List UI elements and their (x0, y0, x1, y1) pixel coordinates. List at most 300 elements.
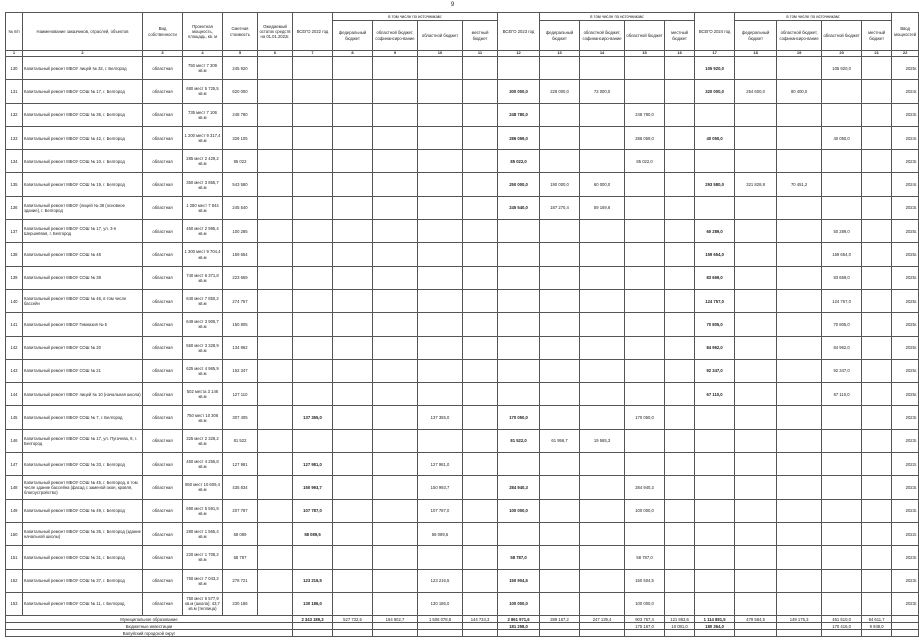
regional-cofin-2022 (373, 569, 418, 592)
regional-2024 (822, 173, 862, 196)
object-name: Капитальный ремонт МБОУ СОШ № 17, г. Белгород (23, 80, 143, 103)
ownership: областная (143, 150, 183, 173)
totals-local-2023: 121 863,6 (665, 616, 695, 623)
local-2023 (665, 313, 695, 336)
header-regional-2024: областной бюджет (822, 21, 862, 51)
federal-2022 (333, 476, 373, 499)
total-2023 (498, 313, 540, 336)
header-name: Наименование заказчиков, отраслей, объектов (23, 13, 143, 51)
regional-2024: 159 654,0 (822, 243, 862, 266)
table-row (6, 196, 919, 219)
ownership: областная (143, 243, 183, 266)
local-2023 (665, 266, 695, 289)
regional-cofin-2024 (777, 522, 822, 545)
total-2024: 84 962,0 (695, 336, 735, 359)
object-name: Капитальный ремонт МБОУ (лицей № 38 (основное здание), г. Белгород (23, 196, 143, 219)
total-2022: 127 981,0 (293, 453, 333, 476)
header-local-2022: местный бюджет (463, 21, 498, 51)
table-row (6, 569, 919, 592)
regional-2023 (625, 359, 665, 382)
remaining-funds (258, 220, 293, 243)
regional-cofin-2024 (777, 359, 822, 382)
local-2022 (463, 499, 498, 522)
row-number: 141 (6, 313, 23, 336)
regional-2023: 100 000,0 (625, 592, 665, 615)
commissioning-year: 2023г. (892, 150, 919, 173)
header-regional-cofin-2023: областной бюджет, софинансиро-вание (580, 21, 625, 51)
local-2023 (665, 522, 695, 545)
regional-2024: 50 289,0 (822, 220, 862, 243)
local-2023 (665, 406, 695, 429)
regional-cofin-2024 (777, 499, 822, 522)
total-2024: 293 580,0 (695, 173, 735, 196)
column-number: 19 (777, 51, 822, 57)
table-row (6, 103, 919, 126)
federal-2023 (540, 266, 580, 289)
regional-2022 (418, 546, 463, 569)
local-2022 (463, 266, 498, 289)
capacity: 625 мест 4 965,9 кв.м (183, 359, 223, 382)
regional-2023: 284 940,3 (625, 476, 665, 499)
regional-2022 (418, 57, 463, 80)
column-number: 14 (580, 51, 625, 57)
totals-total-2023: 2 861 971,6 (498, 616, 540, 623)
object-name: Капитальный ремонт МБОУ лицей № 10 (начальная школа) (23, 383, 143, 406)
totals-label: Бюджетные инвестиции (6, 623, 293, 630)
total-2022 (293, 336, 333, 359)
totals-local-2023 (665, 630, 695, 637)
regional-2024 (822, 499, 862, 522)
ownership: областная (143, 289, 183, 312)
regional-2023 (625, 80, 665, 103)
ownership: областная (143, 103, 183, 126)
remaining-funds (258, 126, 293, 149)
row-number: 138 (6, 243, 23, 266)
capacity: 450 мест 4 255,8 кв.м (183, 453, 223, 476)
ownership: областная (143, 406, 183, 429)
local-2022 (463, 453, 498, 476)
commissioning-year: 2022г. (892, 453, 919, 476)
object-name: Капитальный ремонт МБОУ СОШ № 42, г. Белгород (23, 126, 143, 149)
remaining-funds (258, 522, 293, 545)
totals-regional-2022: 1 506 078,8 (418, 616, 463, 623)
regional-cofin-2024: 70 451,2 (777, 173, 822, 196)
total-2024: 40 050,0 (695, 126, 735, 149)
regional-cofin-2023 (580, 220, 625, 243)
column-number: 9 (373, 51, 418, 57)
regional-2024 (822, 80, 862, 103)
regional-cofin-2023 (580, 453, 625, 476)
local-2022 (463, 103, 498, 126)
totals-total-2024: 180 364,0 (695, 623, 735, 630)
regional-cofin-2023: 60 000,0 (580, 173, 625, 196)
remaining-funds (258, 406, 293, 429)
capacity: 680 мест 5 725,5 кв.м (183, 80, 223, 103)
regional-2022 (418, 196, 463, 219)
column-number: 11 (463, 51, 498, 57)
ownership: областная (143, 429, 183, 452)
header-local-2023: местный бюджет (665, 21, 695, 51)
remaining-funds (258, 80, 293, 103)
local-2022 (463, 243, 498, 266)
federal-2024 (735, 220, 777, 243)
totals-regional-cofin-2023: 247 139,4 (580, 616, 625, 623)
capacity: 350 мест 3 855,7 кв.м (183, 173, 223, 196)
federal-2022 (333, 196, 373, 219)
local-2022 (463, 429, 498, 452)
regional-2023: 85 022,0 (625, 150, 665, 173)
total-2024: 124 757,0 (695, 289, 735, 312)
capacity: 740 мест 6 371,8 кв.м (183, 266, 223, 289)
totals-label: Валуйский городской округ (6, 630, 293, 637)
local-2022 (463, 126, 498, 149)
regional-cofin-2024 (777, 150, 822, 173)
federal-2024 (735, 383, 777, 406)
total-2022 (293, 150, 333, 173)
local-2024 (862, 289, 892, 312)
local-2022 (463, 592, 498, 615)
local-2023 (665, 569, 695, 592)
regional-2024: 92 347,0 (822, 359, 862, 382)
row-number: 143 (6, 359, 23, 382)
local-2022 (463, 406, 498, 429)
local-2023 (665, 383, 695, 406)
estimated-cost: 274 757 (223, 289, 258, 312)
regional-cofin-2024 (777, 429, 822, 452)
local-2024 (862, 57, 892, 80)
federal-2024 (735, 476, 777, 499)
table-row (6, 499, 919, 522)
totals-regional-cofin-2024 (777, 623, 822, 630)
header-sources-2022: в том числе по источникам: (333, 13, 498, 21)
regional-cofin-2022 (373, 546, 418, 569)
object-name: Капитальный ремонт МБОУ СОШ № 39 (23, 266, 143, 289)
totals-federal-2024: 479 584,5 (735, 616, 777, 623)
header-estimated-cost: Сметная стоимость (223, 13, 258, 51)
capacity: 1 200 мест 9 317,4 кв.м (183, 126, 223, 149)
column-number: 4 (183, 51, 223, 57)
commissioning-year: 2025г. (892, 313, 919, 336)
total-2023: 100 000,0 (498, 499, 540, 522)
total-2024: 67 110,0 (695, 383, 735, 406)
row-number: 131 (6, 80, 23, 103)
regional-cofin-2022 (373, 453, 418, 476)
total-2023: 250 000,0 (498, 173, 540, 196)
remaining-funds (258, 57, 293, 80)
local-2024 (862, 80, 892, 103)
regional-cofin-2022 (373, 429, 418, 452)
total-2023 (498, 359, 540, 382)
estimated-cost: 207 787 (223, 499, 258, 522)
regional-2024 (822, 522, 862, 545)
capacity: 735 мест 7 106 кв.м (183, 103, 223, 126)
object-name: Капитальный ремонт МБОУ СОШ № 11, г. Белгород (23, 592, 143, 615)
totals-total-2024: 1 114 881,5 (695, 616, 735, 623)
regional-2024 (822, 103, 862, 126)
column-number: 2 (23, 51, 143, 57)
row-number: 135 (6, 173, 23, 196)
regional-2024: 84 962,0 (822, 336, 862, 359)
federal-2023: 228 000,0 (540, 80, 580, 103)
table-row (6, 313, 919, 336)
remaining-funds (258, 476, 293, 499)
object-name: Капитальный ремонт МБОУ СОШ № 21 (23, 359, 143, 382)
total-2024: 105 920,0 (695, 57, 735, 80)
column-number: 8 (333, 51, 373, 57)
total-2022 (293, 313, 333, 336)
capacity: 640 мест 7 850,2 кв.м (183, 289, 223, 312)
federal-2022 (333, 336, 373, 359)
ownership: областная (143, 592, 183, 615)
investment-table (5, 12, 919, 637)
local-2023 (665, 150, 695, 173)
commissioning-year: 2024г. (892, 126, 919, 149)
regional-cofin-2022 (373, 313, 418, 336)
estimated-cost: 248 780 (223, 103, 258, 126)
table-body (6, 57, 919, 637)
federal-2022 (333, 406, 373, 429)
regional-cofin-2023 (580, 243, 625, 266)
regional-cofin-2023 (580, 103, 625, 126)
regional-2024 (822, 453, 862, 476)
totals-federal-2024 (735, 623, 777, 630)
column-number: 12 (498, 51, 540, 57)
totals-regional-cofin-2023 (580, 630, 625, 637)
federal-2023 (540, 126, 580, 149)
regional-cofin-2022 (373, 220, 418, 243)
totals-regional-2022 (418, 623, 463, 630)
local-2024 (862, 243, 892, 266)
total-2023 (498, 57, 540, 80)
totals-regional-2023: 175 167,0 (625, 623, 665, 630)
ownership: областная (143, 266, 183, 289)
estimated-cost: 326 105 (223, 126, 258, 149)
local-2024 (862, 383, 892, 406)
federal-2024 (735, 499, 777, 522)
federal-2022 (333, 220, 373, 243)
local-2022 (463, 359, 498, 382)
regional-cofin-2024 (777, 126, 822, 149)
regional-2023 (625, 336, 665, 359)
totals-regional-2022 (418, 630, 463, 637)
regional-2022 (418, 289, 463, 312)
local-2024 (862, 196, 892, 219)
remaining-funds (258, 453, 293, 476)
federal-2024 (735, 336, 777, 359)
regional-cofin-2024 (777, 196, 822, 219)
local-2024 (862, 499, 892, 522)
table-row (6, 220, 919, 243)
regional-cofin-2023 (580, 313, 625, 336)
total-2023: 81 522,0 (498, 429, 540, 452)
row-number: 134 (6, 150, 23, 173)
totals-total-2024 (695, 630, 735, 637)
federal-2024 (735, 592, 777, 615)
totals-regional-cofin-2024 (777, 630, 822, 637)
header-total-2022: ВСЕГО 2022 год (293, 13, 333, 51)
regional-cofin-2022 (373, 103, 418, 126)
commissioning-year: 2025г. (892, 383, 919, 406)
regional-cofin-2024 (777, 383, 822, 406)
header-remaining: Ожидаемый остаток средств на 01.01.2022г. (258, 13, 293, 51)
total-2023: 85 022,0 (498, 150, 540, 173)
regional-2023 (625, 453, 665, 476)
federal-2023 (540, 546, 580, 569)
regional-2023 (625, 243, 665, 266)
regional-2022 (418, 126, 463, 149)
row-number: 148 (6, 476, 23, 499)
total-2024: 159 654,0 (695, 243, 735, 266)
regional-cofin-2024 (777, 243, 822, 266)
row-number: 150 (6, 522, 23, 545)
regional-2023: 170 050,0 (625, 406, 665, 429)
total-2022 (293, 359, 333, 382)
regional-2022 (418, 429, 463, 452)
object-name: Капитальный ремонт МБОУ лицей № 32, г. Белгород (23, 57, 143, 80)
capacity: 280 мест 1 565,4 кв.м (183, 522, 223, 545)
ownership: областная (143, 359, 183, 382)
federal-2024 (735, 569, 777, 592)
local-2024 (862, 429, 892, 452)
table-row (6, 243, 919, 266)
regional-2023 (625, 313, 665, 336)
object-name: Капитальный ремонт МБОУ СОШ № 20 (23, 336, 143, 359)
local-2022 (463, 196, 498, 219)
ownership: областная (143, 126, 183, 149)
regional-2022 (418, 266, 463, 289)
federal-2023: 190 000,0 (540, 173, 580, 196)
estimated-cost: 127 981 (223, 453, 258, 476)
federal-2022 (333, 499, 373, 522)
regional-2024: 67 110,0 (822, 383, 862, 406)
totals-total-2023: 181 258,0 (498, 623, 540, 630)
regional-cofin-2023 (580, 406, 625, 429)
estimated-cost: 543 580 (223, 173, 258, 196)
object-name: Капитальный ремонт МБОУ СОШ № 17, ул. 3-я Шершнёвая, г. Белгород (23, 220, 143, 243)
estimated-cost: 58 089 (223, 522, 258, 545)
column-number: 13 (540, 51, 580, 57)
capacity: 750 мест 7 309 кв.м (183, 57, 223, 80)
total-2023 (498, 289, 540, 312)
totals-local-2022 (463, 630, 498, 637)
local-2024 (862, 103, 892, 126)
capacity: 220 мест 1 708,2 кв.м (183, 546, 223, 569)
object-name: Капитальный ремонт МБОУ СОШ № 19, г. Белгород (23, 173, 143, 196)
total-2023: 245 540,0 (498, 196, 540, 219)
regional-cofin-2023 (580, 383, 625, 406)
local-2024 (862, 220, 892, 243)
table-row (6, 359, 919, 382)
estimated-cost: 278 721 (223, 569, 258, 592)
total-2022 (293, 220, 333, 243)
ownership: областная (143, 57, 183, 80)
federal-2024 (735, 522, 777, 545)
column-number: 15 (625, 51, 665, 57)
regional-cofin-2022 (373, 476, 418, 499)
total-2023 (498, 453, 540, 476)
remaining-funds (258, 266, 293, 289)
regional-cofin-2022 (373, 499, 418, 522)
totals-federal-2023 (540, 630, 580, 637)
regional-2023 (625, 266, 665, 289)
regional-cofin-2022 (373, 406, 418, 429)
estimated-cost: 85 022 (223, 150, 258, 173)
totals-row (6, 630, 919, 637)
total-2024 (695, 546, 735, 569)
federal-2024 (735, 429, 777, 452)
total-2023: 286 059,0 (498, 126, 540, 149)
federal-2023 (540, 313, 580, 336)
federal-2024 (735, 453, 777, 476)
regional-cofin-2024 (777, 336, 822, 359)
regional-cofin-2024 (777, 546, 822, 569)
remaining-funds (258, 313, 293, 336)
totals-regional-cofin-2022 (373, 623, 418, 630)
estimated-cost: 230 186 (223, 592, 258, 615)
federal-2023 (540, 220, 580, 243)
regional-cofin-2023 (580, 359, 625, 382)
regional-2024 (822, 476, 862, 499)
regional-cofin-2023 (580, 289, 625, 312)
object-name: Капитальный ремонт МБОУ СОШ № 7, г. Белгород (23, 406, 143, 429)
header-regional-2023: областной бюджет (625, 21, 665, 51)
header-local-2024: местный бюджет (862, 21, 892, 51)
remaining-funds (258, 383, 293, 406)
totals-empty-cell (892, 630, 919, 637)
remaining-funds (258, 289, 293, 312)
row-number: 147 (6, 453, 23, 476)
local-2023 (665, 499, 695, 522)
object-name: Капитальный ремонт МБОУ СОШ № 48 (23, 243, 143, 266)
regional-2022: 107 787,0 (418, 499, 463, 522)
federal-2023 (540, 383, 580, 406)
federal-2024 (735, 150, 777, 173)
row-number: 144 (6, 383, 23, 406)
estimated-cost: 159 654 (223, 243, 258, 266)
ownership: областная (143, 313, 183, 336)
regional-2022 (418, 313, 463, 336)
federal-2023 (540, 57, 580, 80)
total-2022 (293, 103, 333, 126)
federal-2022 (333, 453, 373, 476)
regional-2023: 286 059,0 (625, 126, 665, 149)
estimated-cost: 150 805 (223, 313, 258, 336)
remaining-funds (258, 592, 293, 615)
regional-2024 (822, 150, 862, 173)
totals-row (6, 616, 919, 623)
commissioning-year: 2023г. (892, 499, 919, 522)
local-2022 (463, 569, 498, 592)
commissioning-year: 2023г. (892, 196, 919, 219)
regional-cofin-2022 (373, 243, 418, 266)
regional-2023 (625, 383, 665, 406)
total-2022 (293, 546, 333, 569)
total-2023 (498, 243, 540, 266)
totals-local-2022 (463, 623, 498, 630)
ownership: областная (143, 80, 183, 103)
federal-2024 (735, 406, 777, 429)
federal-2022 (333, 80, 373, 103)
regional-cofin-2023 (580, 266, 625, 289)
table-row (6, 383, 919, 406)
regional-cofin-2023 (580, 57, 625, 80)
total-2024: 60 289,0 (695, 220, 735, 243)
regional-2023 (625, 57, 665, 80)
object-name: Капитальный ремонт МБОУ СОШ № 33, г. Белгород (23, 453, 143, 476)
total-2024 (695, 429, 735, 452)
local-2022 (463, 546, 498, 569)
federal-2022 (333, 592, 373, 615)
